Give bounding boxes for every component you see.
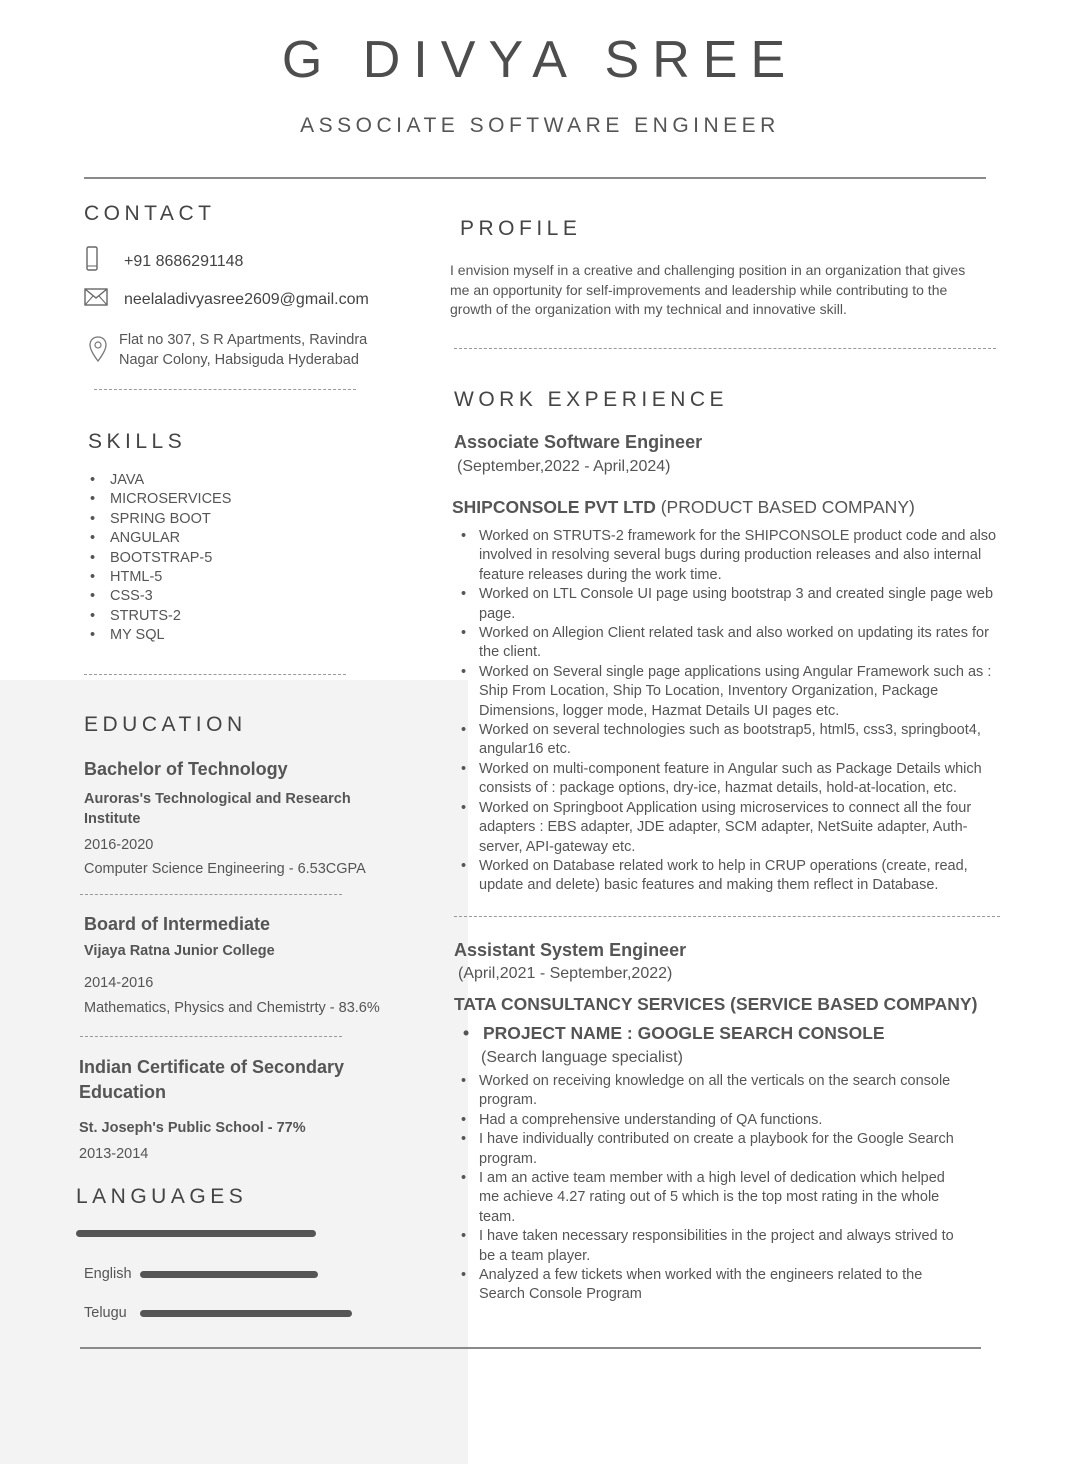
candidate-name: G DIVYA SREE: [281, 31, 799, 89]
address-line-2: Nagar Colony, Habsiguda Hyderabad: [119, 351, 359, 368]
job-bullet-item: [453, 721, 1013, 760]
skill-item: • JAVA: [86, 471, 231, 490]
company-name: SHIPCONSOLE PVT LTD: [452, 497, 656, 517]
bullet-line: • I am an active team member with a high level of dedication which helped: [479, 1170, 945, 1187]
bullet-line: the client.: [479, 644, 542, 661]
project-label: PROJECT NAME : GOOGLE SEARCH CONSOLE: [483, 1023, 885, 1043]
bullet-line: • Worked on LTL Console UI page using bootstrap 3 and created single page web: [479, 586, 994, 603]
education-institution: [84, 790, 351, 829]
header-divider: [84, 177, 986, 179]
bullet-line: • Worked on Allegion Client related task and also worked on updating its rates for: [479, 625, 989, 642]
job-bullet-item: [453, 799, 1013, 857]
bullet-line: server, API-gateway etc.: [479, 838, 636, 855]
job-bullet-item: [453, 857, 1013, 896]
language-name: Telugu: [84, 1305, 127, 1321]
job-bullet-item: [453, 1227, 1013, 1266]
job-bullet-item: [453, 1266, 1013, 1305]
education-divider: [80, 894, 342, 895]
phone-number[interactable]: +91 8686291148: [124, 252, 244, 270]
contact-divider: [94, 389, 356, 390]
skill-item: • HTML-5: [86, 568, 231, 587]
bullet-line: Dimensions, logger mode, Hazmat Details UI pages etc.: [479, 702, 840, 719]
education-years: 2016-2020: [84, 837, 154, 853]
bullet-line: update and delete) basic features and making them reflect in Database.: [479, 877, 939, 894]
skill-item: • MY SQL: [86, 626, 231, 645]
bullet-line: • Worked on Database related work to help in CRUP operations (create, read,: [479, 857, 968, 874]
bullet-line: • I have taken necessary responsibilities in the project and always strived to: [479, 1228, 954, 1245]
footer-divider: [80, 1347, 981, 1349]
profile-line: growth of the organization with my technical and innovative skill.: [450, 301, 847, 317]
project-role: (Search language specialist): [481, 1049, 683, 1066]
degree-line-1: Indian Certificate of Secondary: [79, 1057, 345, 1077]
job-bullet-item: [453, 1111, 1013, 1130]
skill-item: • STRUTS-2: [86, 607, 231, 626]
skills-divider: [84, 674, 346, 675]
language-name: English: [84, 1266, 132, 1282]
work-divider: [454, 916, 1000, 917]
languages-heading: LANGUAGES: [76, 1185, 248, 1208]
job-bullets: [453, 1072, 1013, 1305]
institution-line-1: Auroras's Technological and Research: [84, 791, 351, 807]
job-bullets: [453, 527, 1013, 896]
location-icon: [88, 336, 108, 367]
job-company: [452, 497, 915, 518]
job-dates: (September,2022 - April,2024): [457, 458, 671, 475]
job-bullet-item: [453, 1072, 1013, 1111]
education-institution: Vijaya Ratna Junior College: [84, 943, 275, 959]
address-line-1: Flat no 307, S R Apartments, Ravindra: [119, 332, 368, 348]
bullet-line: page.: [479, 605, 516, 622]
bullet-line: consists of : package options, dry-ice, hazmat details, hold-at-location, etc.: [479, 780, 957, 797]
job-bullet-item: [453, 760, 1013, 799]
job-bullet-item: [453, 624, 1013, 663]
job-company: TATA CONSULTANCY SERVICES (SERVICE BASED COMPANY): [454, 994, 978, 1014]
job-bullet-item: [453, 1169, 1013, 1227]
email-address[interactable]: neelaladivyasree2609@gmail.com: [124, 290, 369, 308]
profile-heading: PROFILE: [460, 217, 582, 240]
bullet-line: • Analyzed a few tickets when worked with the engineers related to the: [479, 1267, 923, 1284]
contact-email: [84, 288, 369, 311]
bullet-line: Ship From Location, Ship To Location, Inventory Organization, Package: [479, 683, 939, 700]
bullet-line: adapters : EBS adapter, JDE adapter, SCM adapter, NetSuite adapter, Auth-: [479, 819, 968, 836]
contact-heading: CONTACT: [84, 202, 216, 225]
bullet: •: [463, 1023, 470, 1043]
job-bullet-item: [453, 585, 1013, 624]
skills-heading: SKILLS: [88, 430, 187, 453]
education-degree: Board of Intermediate: [84, 914, 271, 934]
candidate-title: ASSOCIATE SOFTWARE ENGINEER: [300, 114, 780, 137]
bullet-line: • Had a comprehensive understanding of QA functions.: [479, 1111, 823, 1128]
education-detail: Computer Science Engineering - 6.53CGPA: [84, 861, 366, 877]
language-level-bar: [140, 1310, 352, 1317]
education-years: 2013-2014: [79, 1146, 149, 1162]
education-detail: Mathematics, Physics and Chemistrty - 83.6%: [84, 1000, 380, 1016]
skill-item: • BOOTSTRAP-5: [86, 549, 231, 568]
work-heading: WORK EXPERIENCE: [454, 388, 729, 411]
languages-heading-bar: [76, 1230, 316, 1237]
project-name: [463, 1023, 885, 1044]
bullet-line: • Worked on STRUTS-2 framework for the SHIPCONSOLE product code and also: [479, 528, 997, 544]
bullet-line: • Worked on several technologies such as bootstrap5, html5, css3, springboot4,: [479, 722, 981, 739]
bullet-line: program.: [479, 1092, 538, 1109]
institution-line-2: Institute: [84, 810, 141, 827]
education-degree: Bachelor of Technology: [84, 759, 288, 779]
bullet-line: • Worked on multi-component feature in Angular such as Package Details which: [479, 760, 982, 777]
company-type: (PRODUCT BASED COMPANY): [655, 497, 915, 517]
bullet-line: • Worked on Several single page applications using Angular Framework such as :: [479, 663, 992, 680]
bullet-line: • I have individually contributed on create a playbook for the Google Search: [479, 1131, 954, 1148]
job-dates: (April,2021 - September,2022): [458, 965, 673, 982]
bullet-line: team.: [479, 1208, 516, 1225]
contact-phone: [84, 246, 243, 277]
bullet-line: Search Console Program: [479, 1286, 642, 1303]
skills-list: [86, 471, 231, 646]
skill-item: • MICROSERVICES: [86, 490, 231, 509]
job-role: Associate Software Engineer: [454, 432, 703, 452]
bullet-line: angular16 etc.: [479, 741, 571, 758]
education-years: 2014-2016: [84, 975, 154, 991]
bullet-line: feature releases during the work time.: [479, 566, 722, 583]
profile-line: me an opportunity for self-improvements and leadership while contributing to the: [450, 281, 948, 298]
profile-line: I envision myself in a creative and challenging position in an organization that gives: [450, 262, 966, 278]
skill-item: • SPRING BOOT: [86, 510, 231, 529]
job-bullet-item: [453, 527, 1013, 585]
education-institution: St. Joseph's Public School - 77%: [79, 1120, 306, 1136]
contact-address: [119, 331, 367, 370]
profile-text: [450, 261, 965, 320]
bullet-line: be a team player.: [479, 1247, 591, 1264]
skill-item: • CSS-3: [86, 587, 231, 606]
education-degree: [79, 1055, 344, 1105]
bullet-line: • Worked on Springboot Application using microservices to connect all the four: [479, 799, 972, 816]
job-bullet-item: [453, 663, 1013, 721]
bullet-line: • Worked on receiving knowledge on all the verticals on the search console: [479, 1073, 951, 1089]
degree-line-2: Education: [79, 1082, 167, 1102]
language-level-bar: [140, 1271, 318, 1278]
education-heading: EDUCATION: [84, 713, 247, 736]
bullet-line: me achieve 4.27 rating out of 5 which is the top most rating in the whole: [479, 1189, 940, 1206]
bullet-line: involved in resolving several bugs during production releases and also internal: [479, 547, 982, 564]
phone-icon: [84, 246, 124, 277]
profile-divider: [454, 348, 996, 349]
education-divider: [80, 1036, 342, 1037]
job-role: Assistant System Engineer: [454, 940, 687, 960]
skill-item: • ANGULAR: [86, 529, 231, 548]
job-bullet-item: [453, 1130, 1013, 1169]
bullet-line: program.: [479, 1150, 538, 1167]
envelope-icon: [84, 288, 124, 311]
